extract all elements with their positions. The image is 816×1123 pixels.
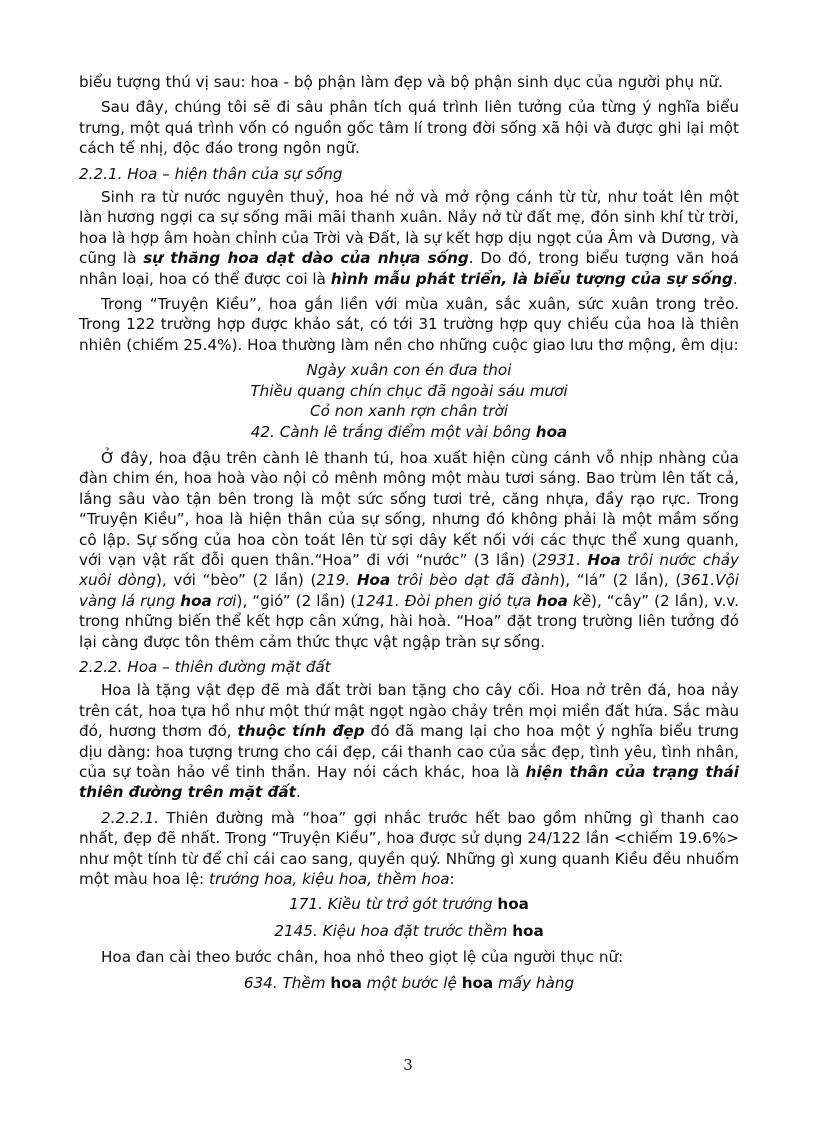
paragraph-intro-end: biểu tượng thú vị sau: hoa - bộ phận làm đẹp và bộ phận sinh dục của người phụ nữ. xyxy=(79,73,723,91)
section-heading-2-2-1: 2.2.1. Hoa – hiện thân của sự sống xyxy=(79,164,343,183)
paragraph-overview: Sau đây, chúng tôi sẽ đi sâu phân tích quá trình liên tưởng của từng ý nghĩa biểu trưng, một quá trình vốn có nguồn gốc tâm lí trong đời sống xã hội và được ghi lại một cách tế nhị, độc đáo trong ngôn ngữ. xyxy=(79,98,739,158)
document-page xyxy=(79,72,739,999)
paragraph-paradise: Hoa là tặng vật đẹp đẽ mà đất trời ban tặng cho cây cối. Hoa nở trên đá, hoa nảy trên cát, hoa tựa hồ như một thứ mật ngọt ngào chảy trên mọi miền đất hứa. Sắc màu đó, hương thơm đó, thuộc tính đẹp đó đã mang lại cho hoa một ý nghĩa biểu trưng dịu dàng: hoa tượng trưng cho cái đẹp, cái thanh cao của sắc đẹp, tình yêu, tình nhân, của sự toàn hảo về tinh thần. Hay nói cách khác, hoa là hiện thân của trạng thái thiên đường trên mặt đất. xyxy=(79,681,740,802)
emphasis-text: hiện thân của trạng thái thiên đường trên mặt đất xyxy=(79,763,739,802)
section-heading-2-2-2: 2.2.2. Hoa – thiên đường mặt đất xyxy=(79,657,331,676)
verse-line: 42. Cành lê trắng điểm một vài bông hoa xyxy=(250,422,568,441)
paragraph-tears: Hoa đan cài theo bước chân, hoa nhỏ theo giọt lệ của người thục nữ: xyxy=(101,948,624,967)
verse-line: Cỏ non xanh rợn chân trời xyxy=(310,402,508,421)
paragraph-2-2-2-1: 2.2.2.1. Thiên đường mà “hoa” gợi nhắc trước hết bao gồm những gì thanh cao nhất, đẹp đẽ nhất. Trong “Truyện Kiều”, hoa được sử dụng 24/122 lần <chiếm 19.6%> như một tính từ để chỉ cái cao sang, quyền quý. Những gì xung quanh Kiều đều nhuốm một màu hoa lệ: trướng hoa, kiệu hoa, thềm hoa: xyxy=(79,808,739,889)
verse-line: 171. Kiều từ trở gót trướng hoa xyxy=(289,895,529,914)
verse-line: 634. Thềm hoa một bước lệ hoa mấy hàng xyxy=(243,973,575,992)
emphasis-text: sự thăng hoa dạt dào của nhựa sống xyxy=(143,249,469,268)
verse-line: 2145. Kiệu hoa đặt trước thềm hoa xyxy=(274,921,544,940)
verse-quote-1 xyxy=(79,360,739,442)
paragraph-connections: Ở đây, hoa đậu trên cành lê thanh tú, hoa xuất hiện cùng cánh vỗ nhịp nhàng của đàn chim én, hoa hoà vào nội cỏ mênh mông một màu tươi sáng. Bao trùm lên tất cả, lắng sâu vào tận bên trong là một sức sống tươi trẻ, căng nhựa, đầy rạo rực. Trong “Truyện Kiều”, hoa là hiện thân của sự sống, nhưng đó không phải là một mầm sống cô lập. Sự sống của hoa còn toát lên từ sợi dây kết nối với các thực thể xung quanh, với vạn vật rất đỗi quen thân.“Hoa” đi với “nước” (3 lần) (2931. Hoa trôi nước chảy xuôi dòng), với “bèo” (2 lần) (219. Hoa trôi bèo dạt đã đành), “lá” (2 lần), (361.Vội vàng lá rụng hoa rơi), “gió” (2 lần) (1241. Đòi phen gió tựa hoa kề), “cây” (2 lần), v.v. trong những biến thể kết hợp cân xứng, hài hoà. “Hoa” đặt trong trường liên tưởng đó lại càng được tôn thêm cảm thức thực vật ngập tràn sự sống. xyxy=(79,448,740,651)
verse-line: Thiều quang chín chục đã ngoài sáu mươi xyxy=(250,381,568,400)
verse-quote-3 xyxy=(79,973,739,993)
verse-line: Ngày xuân con én đưa thoi xyxy=(306,361,512,380)
page-number: 3 xyxy=(403,1056,413,1074)
emphasis-text: thuộc tính đẹp xyxy=(237,722,365,741)
paragraph-spring: Trong “Truyện Kiều”, hoa gắn liền với mùa xuân, sắc xuân, sức xuân trong trẻo. Trong 122 trường hợp được khảo sát, có tới 31 trường hợp quy chiếu của hoa là thiên nhiên (chiếm 25.4%). Hoa thường làm nền cho những cuộc giao lưu thơ mộng, êm dịu: xyxy=(79,295,739,354)
paragraph-life-origin: Sinh ra từ nước nguyên thuỷ, hoa hé nở và mở rộng cánh từ từ, như toát lên một làn hương ngợi ca sự sống mãi mãi thanh xuân. Nảy nở từ đất mẹ, đón sinh khí từ trời, hoa là hợp âm hoàn chỉnh của Trời và Đất, là sự kết hợp dịu ngọt của Âm và Dương, và cũng là sự thăng hoa dạt dào của nhựa sống. Do đó, trong biểu tượng văn hoá nhân loại, hoa có thể được coi là hình mẫu phát triển, là biểu tượng của sự sống. xyxy=(79,188,739,288)
verse-quote-2 xyxy=(79,894,739,941)
emphasis-text: hình mẫu phát triển, là biểu tượng của sự sống xyxy=(330,269,733,288)
